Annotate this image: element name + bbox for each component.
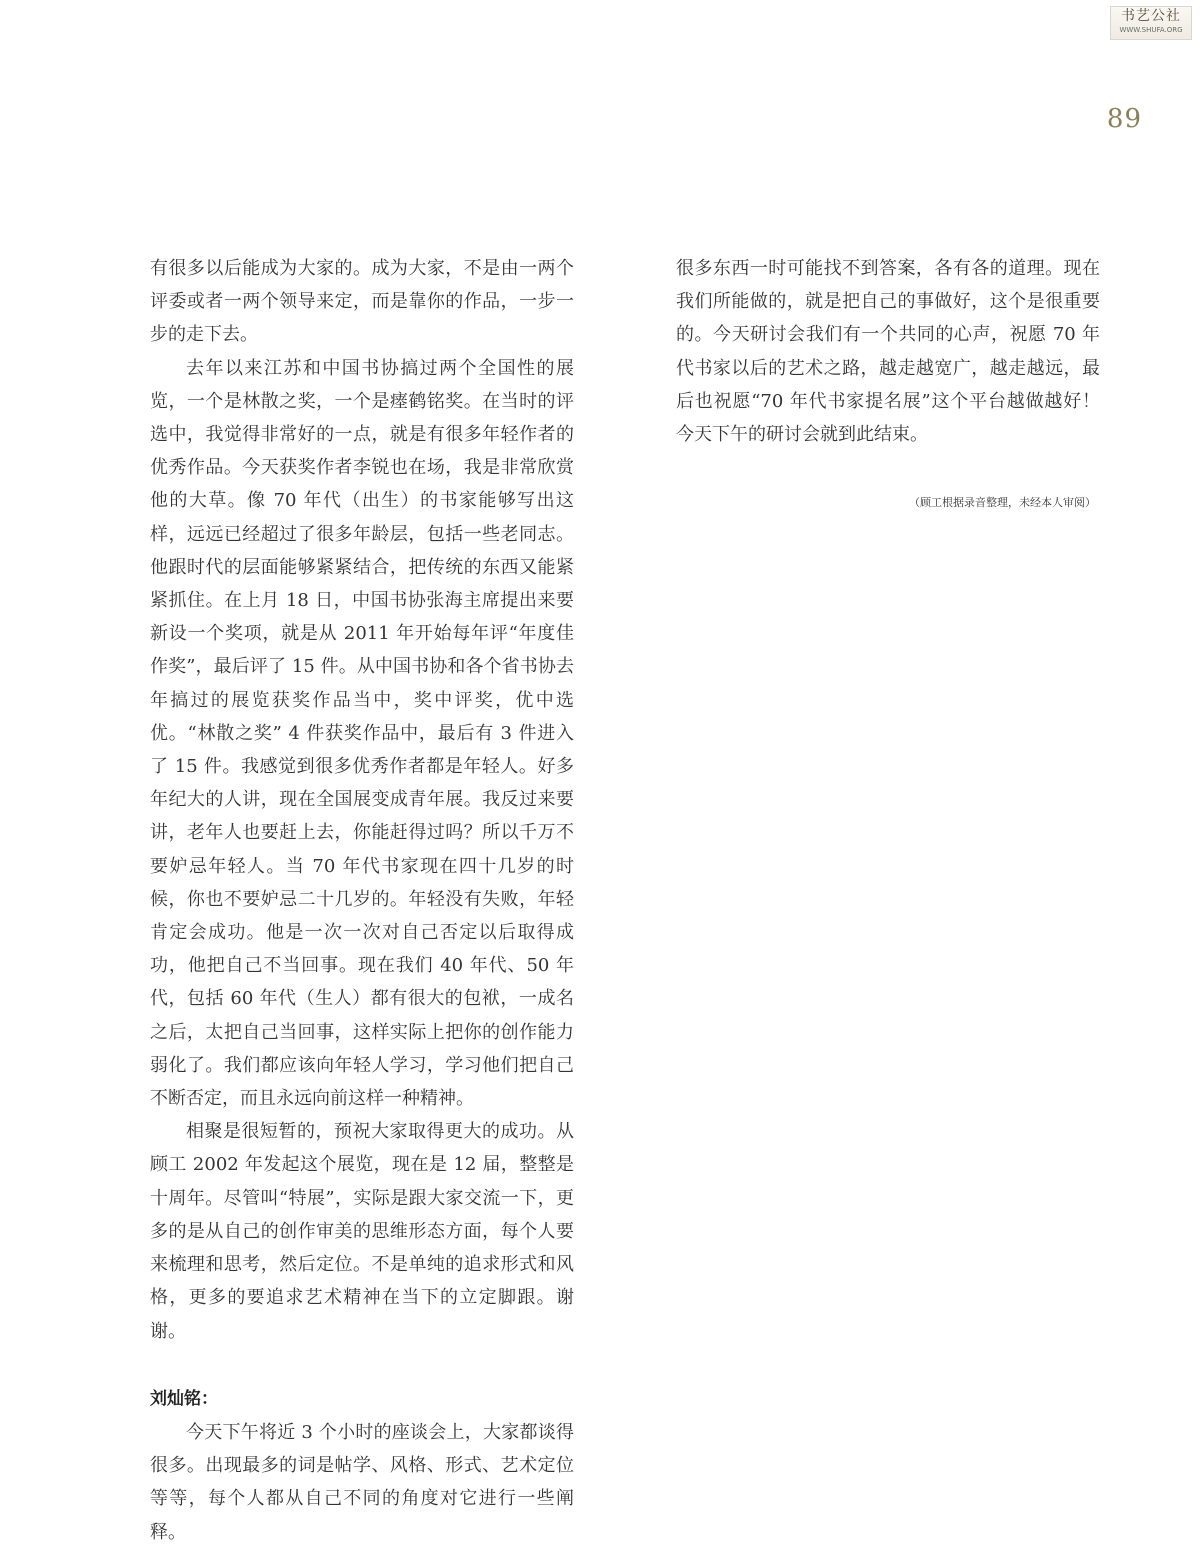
body-paragraph: 很多东西一时可能找不到答案，各有各的道理。现在我们所能做的，就是把自己的事做好，这个是很重要的。今天研讨会我们有一个共同的心声，祝愿 70 年代书家以后的艺术之路，越走越宽广，越走越远，最后也祝愿“70 年代书家提名展”这个平台越做越好！今天下午的研讨会就到此结束。 <box>676 258 1100 446</box>
body-paragraph: 相聚是很短暂的，预祝大家取得更大的成功。从顾工 2002 年发起这个展览，现在是 12 届，整整是十周年。尽管叫“特展”，实际是跟大家交流一下，更多的是从自己的创作审美的思维形态方面，每个人要来梳理和思考，然后定位。不是单纯的追求形式和风格，更多的要追求艺术精神在当下的立定脚跟。谢谢。 <box>150 1121 574 1342</box>
right-column <box>676 252 1100 451</box>
site-watermark <box>1110 6 1192 40</box>
left-column <box>150 252 574 1549</box>
body-paragraph: 有很多以后能成为大家的。成为大家，不是由一两个评委或者一两个领导来定，而是靠你的作品，一步一步的走下去。 <box>150 258 574 346</box>
body-paragraph: 去年以来江苏和中国书协搞过两个全国性的展览，一个是林散之奖，一个是瘗鹤铭奖。在当时的评选中，我觉得非常好的一点，就是有很多年轻作者的优秀作品。今天获奖作者李锐也在场，我是非常欣赏他的大草。像 70 年代（出生）的书家能够写出这样，远远已经超过了很多年龄层，包括一些老同志。他跟时代的层面能够紧紧结合，把传统的东西又能紧紧抓住。在上月 18 日，中国书协张海主席提出来要新设一个奖项，就是从 2011 年开始每年评“年度佳作奖”，最后评了 15 件。从中国书协和各个省书协去年搞过的展览获奖作品当中，奖中评奖，优中选优。“林散之奖” 4 件获奖作品中，最后有 3 件进入了 15 件。我感觉到很多优秀作者都是年轻人。好多年纪大的人讲，现在全国展变成青年展。我反过来要讲，老年人也要赶上去，你能赶得过吗？所以千万不要妒忌年轻人。当 70 年代书家现在四十几岁的时候，你也不要妒忌二十几岁的。年轻没有失败，年轻肯定会成功。他是一次一次对自己否定以后取得成功，他把自己不当回事。现在我们 40 年代、50 年代，包括 60 年代（生人）都有很大的包袱，一成名之后，太把自己当回事，这样实际上把你的创作能力弱化了。我们都应该向年轻人学习，学习他们把自己不断否定，而且永远向前这样一种精神。 <box>150 357 574 1110</box>
watermark-title: 书艺公社 <box>1121 8 1181 24</box>
transcription-credit: （顾工根据录音整理，未经本人审阅） <box>909 496 1096 509</box>
speaker-paragraph: 今天下午将近 3 个小时的座谈会上，大家都谈得很多。出现最多的词是帖学、风格、形式、艺术定位等等，每个人都从自己不同的角度对它进行一些阐释。 <box>150 1421 574 1543</box>
watermark-url: WWW.SHUFA.ORG <box>1119 26 1183 34</box>
page-number: 89 <box>1106 104 1142 134</box>
speaker-name: 刘灿铭： <box>150 1388 218 1409</box>
